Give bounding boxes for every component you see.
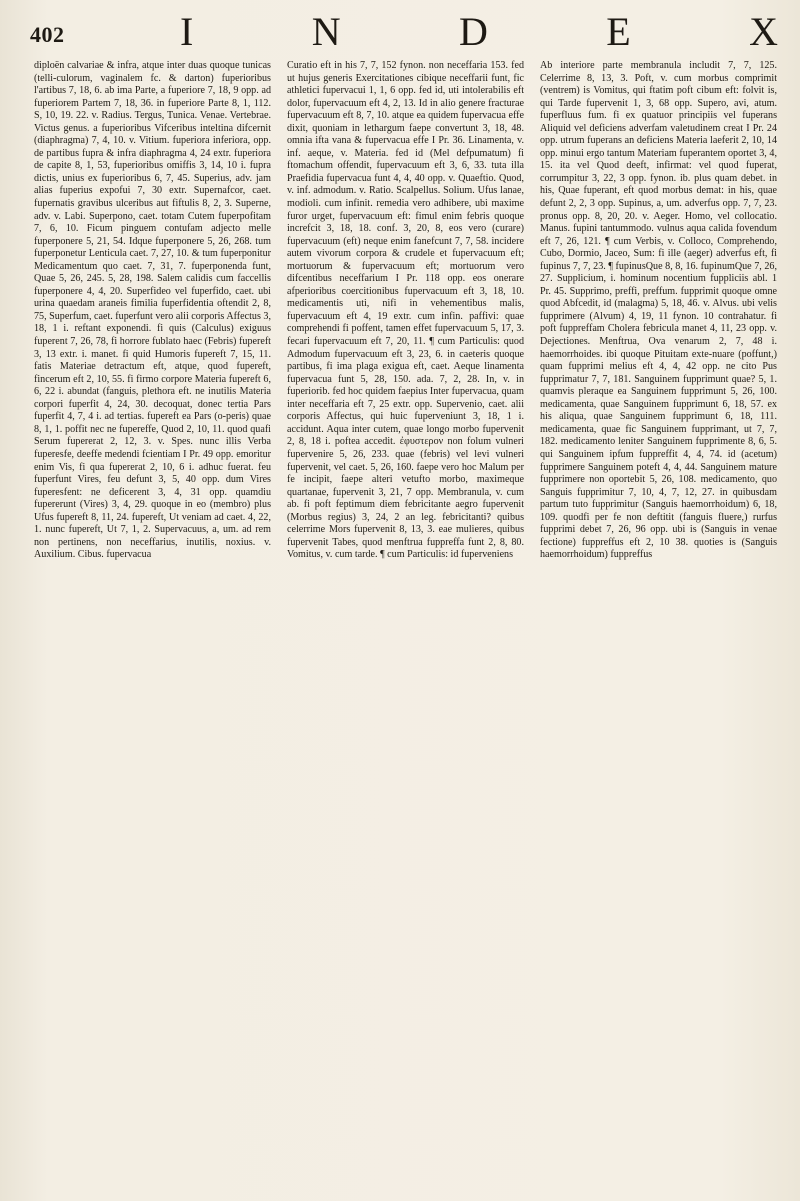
index-columns <box>34 60 784 1190</box>
heading-letter: I <box>180 9 196 54</box>
column-text: diploën calvariae & infra, atque inter duas quoque tunicas (telli-culorum, vaginalem fc. & darton) fuperioribus l'artibus 7, 18, 6. ab ima Parte, a fuperiore 7, 18, 9 opp. ad fuperiorem Partem 7, 18, 36. in fuperiore Parte 8, 1, 112. S, 10, 19. 22. v. Radius. Tergus, Tunica. Venae. Vertebrae. Victus genus. a fuperioribus Vifceribus inteltina difcernit (diaphragma) 7, 4, 10. v. Vitium. fuperiora inferiora, opp. de partibus fupra & infra diaphragma 4, 24 extr. fuperiora de capite 8, 1, 53, fuperioribus omiffis 3, 14, 10 i. fupra dictis, unius ex fuperioribus 6, 7, 45. Superius, adv. jam alias fuperius expofui 7, 30 extr. Supernafcor, caet. fupernatis gravibus ulceribus aut fiftulis 8, 2, 3. Superne, adv. v. Labi. Superpono, caet. totam Cutem fuperpofitam 7, 6, 10. Ficum pinguem contufam adjecto melle fuperponere 5, 21, 54. Idque fuperponere 5, 26, 268. tum fuperponetur Lenticula caet. 7, 27, 10. & tum fuperponitur Medicamentum quo caet. 7, 31, 7. fuperponenda funt, Quae 5, 26, 245. 5, 28, 198. Salem calidis cum faccellis fuperponere 4, 4, 20. Superfideo vel fuperfido, caet. ubi urina quaedam araneis fimilia fuperfidentia oftendit 2, 8, 75, Superfum, caet. fuperfunt vero alii corporis Affectus 3, 18, 1 i. reftant exponendi. fi quis (Calculus) exiguus fuperent 7, 26, 78, fi horrore fublato haec (Febris) fupereft 3, 13 extr. i. manet. fi quid Humoris fupereft 7, 15, 11. fatis Materiae detractum eft, atque, quod fupereft, fincerum eft 2, 10, 55. fi firmo corpore Materia fupereft 6, 6, 22 i. abundat (fanguis, plethora eft. ne inutilis Materia corpori fuperfit 4, 24, 30. decoquat, donec tertia Pars fuperfit 4, 7, 4 i. ad tertias. fupereft ea Pars (o-peris) quae 8, 1, 1. poffit nec ne fupereffe, Quod 2, 10, 11. quod quafi Serum fupererat 2, 12, 3. v. Spes. nunc illis Verba fuperesfe, deeffe medendi fcientiam I Pr. 49 opp. emoritur enim Vis, fi qua fupererat 2, 10, 6 i. adhuc fuerat. feu fuperfunt Vires, feu defunt 3, 5, 40 opp. dum Vires fuperesfent: ne deficerent 3, 4, 31 opp. quamdiu fupererunt (Vires) 3, 4, 29. quoque in eo (membro) plus Ufus fupereft 8, 11, 24. fupereft, Ut veniam ad caet. 4, 22, 1. nunc fupereft, Ut 7, 1, 2. Supervacuus, a, um. ad rem non pertinens, non neceffarius, inutilis, noxius. v. Auxilium. Cibus. fupervacua <box>34 60 271 561</box>
index-column-right <box>540 60 777 1190</box>
page-number: 402 <box>30 22 65 47</box>
heading-letter: D <box>459 9 490 54</box>
index-heading <box>180 8 780 55</box>
index-column-left <box>34 60 271 1190</box>
index-column-middle <box>287 60 524 1190</box>
heading-letter: X <box>749 9 780 54</box>
page-header <box>30 8 780 54</box>
column-text: Curatio eft in his 7, 7, 152 fynon. non neceffaria 153. fed ut hujus generis Exercitationes cibique neceffarii funt, fic athletici fupervacui 1, 1, 6 opp. fed id, uti intolerabilis eft dolor, fupervacuum eft 4, 2, 13. Id in alio genere fracturae fupervacuum eft 8, 7, 10. atque ea quidem fupervacua effe dixit, quoniam in lethargum faepe convertunt 3, 18, 48. omnia ifta vana & fupervacua effe I Pr. 36. Linamenta, v. inf. aeque, v. Materia. fed id (Mel defpumatum) fi ftomachum offendit, fupervacuum eft 3, 6, 33. tuta illa Praefidia fupervacua funt 4, 4, 40 opp. v. Quaeftio. Quod, v. inf. admodum. v. Ratio. Scalpellus. Solium. Ufus lanae, modioli. cum infinit. remedia vero adhibere, ubi maxime furor urget, fupervacuum eft: fimul enim febris quoque increfcit 3, 18, 18. conf. 3, 20, 8, eos vero (curare) fupervacuum (eft) neque enim fanefcunt 7, 7, 58. incidere autem vivorum corpora & crudele et fupervacuum eft; mortuorum & fupervacuum eft; mortuorum vero difcentibus neceffarium I Pr. 118 opp. eos onerare afperioribus coercitionibus fupervacuum eft 3, 18, 10. medicamentis uti, nifi in vehementibus malis, fupervacuum eft 4, 19 extr. cum infin. paffivi: quae comprehendi fi poffent, tamen effet fupervacuum 5, 17, 3. fecari fupervacuum eft 7, 20, 11. ¶ cum Particulis: quod Admodum fupervacuum eft 3, 23, 6. in caeteris quoque partibus, fi ima plaga exigua eft, caet. Aeque linamenta fupervacua funt 5, 28, 150. ada. 7, 2, 28. In, v. in fuperiorib. fed hoc quidem faepius Inter fupervacua, quam inter neceffaria eft 7, 25 extr. opp. Supervenio, caet. alii corporis Affectus, qui huic fuperveniunt 3, 18, 1 i. accidunt. Aqua inter cutem, quae longo morbo fupervenit 2, 8, 18 i. poftea accedit. ἐφυστερον non folum vulneri fupervenire 5, 26, 233. quae (febris) vel levi vulneri fupervenit, vel caet. 5, 26, 160. faepe vero hoc Malum per fe incipit, faepe alteri vetufto morbo, maximeque quartanae, fupervenit 3, 21, 7 opp. Membranula, v. cum ab. fi poft feptimum diem febricitante aegro fupervenit (Morbus regius) 3, 24, 2 an leg. febricitanti? quibus celerrime Mors fupervenit 8, 13, 3. eae mulieres, quibus fupervenit Tabes, quod menftrua fuppreffa funt 2, 8, 80. Vomitus, v. cum tarde. ¶ cum Particulis: id fuperveniens <box>287 60 524 561</box>
column-text: Ab interiore parte membranula includit 7, 7, 125. Celerrime 8, 13, 3. Poft, v. cum morbus comprimit (ventrem) is Vomitus, qui ftatim poft cibum eft: folvit is, qui Tarde fupervenit 1, 3, 68 opp. Supero, avi, atum. fuperfluus fum. fi ex quatuor principiis vel fuperans Aliquid vel deficiens adverfam valetudinem creat I Pr. 24 opp. utrum fuperans an deficiens Materia laeferit 2, 10, 14 opp. minui ergo tantum Materiam fuperantem oportet 3, 4, 15. ita vel Quod deeft, infirmat: vel quod fuperat, corrumpitur 3, 22, 3 opp. fynon. ib. plus quam debet. in his, Quae fuperant, eft quod morbus demat: in his, quae defunt 2, 2, 3 opp. Supinus, a, um. adverfus opp. 7, 7, 23. pronus opp. 8, 20, 20. v. Aeger. Homo, vel collocatio. Manus. fupini tantummodo. vulnus aqua calida fovendum eft 7, 26, 121. ¶ cum Verbis, v. Colloco, Comprehendo, Cubo, Dormio, Jaceo, Sum: fi ille (aeger) adverfus eft, fi fupinus 7, 7, 23. ¶ fupinusQue 8, 8, 16. fupinumQue 7, 26, 27. Supplicium, i. hominum nocentium fuppliciis abl. 1 Pr. 45. Supprimo, preffi, preffum. fupprimit quoque omne quod Abfcedit, id (malagma) 5, 18, 46. v. Alvus. ubi velis fupprimere (Alvum) 4, 19, 11 fynon. 10 contrahatur. fi poft fuppreffam Cholera febricula manet 4, 11, 23 opp. v. Dejectiones. Menftrua, Ova venarum 2, 7, 48 i. haemorrhoides. ibi quoque Pituitam exte-nuare (poffunt,) quam fupprimi melius eft 4, 4, 42 opp. ne cito Pus fupprimatur 7, 7, 181. Sanguinem fupprimunt quae? 5, 1. quamvis pleraque ea Sanguinem fupprimunt 5, 26, 100. medicamenta, quae Sanguinem fupprimunt 6, 18, 57. ex his aliqua, quae Sanguinem fupprimunt 6, 18, 111. medicamenta, quae fic Sanguinem fupprimant, ut 7, 7, 182. medicamento leniter Sanguinem fupprimente 8, 6, 5. qui Sanguinem ipfum fuppreffit 4, 4, 74. id (acetum) fupprimere Sanguinem poteft 4, 4, 44. Sanguinem mature fupprimere non oportebit 5, 26, 108. medicamento, quo Sanguis fupprimitur 7, 10, 4, 7, 12, 27. in quibusdam partum tuto fupprimitur (Sanguis haemorrhoidum) 6, 18, 109. quodfi per fe non deftitit (fanguis fluere,) rurfus fupprimi debet 7, 26, 96 opp. ubi is (Sanguis in venae fectione) fuppreffus eft 2, 10 38. quoties is (Sanguis haemorrhoidum) fuppreffus <box>540 60 777 561</box>
heading-letter: N <box>311 9 343 54</box>
heading-letter: E <box>606 9 633 54</box>
